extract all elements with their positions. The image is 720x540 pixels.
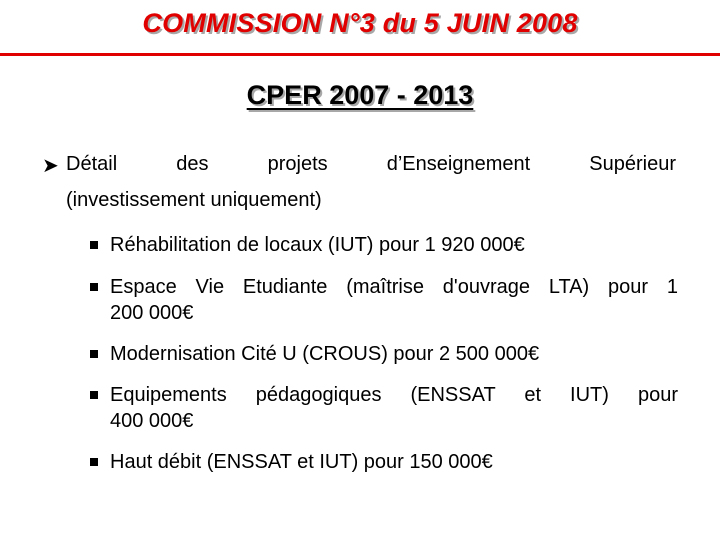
subtitle-container bbox=[0, 80, 720, 111]
list-item-text bbox=[110, 382, 678, 434]
list-item-line-1: Equipements pédagogiques (ENSSAT et IUT) pour bbox=[110, 384, 678, 406]
list-item-line-2: 400 000€ bbox=[110, 410, 194, 432]
title-divider bbox=[0, 53, 720, 56]
square-bullet-icon bbox=[90, 391, 98, 399]
main-bullet-line-1: Détail des projets d’Enseignement Supérieur bbox=[66, 153, 676, 175]
list-item-text: Haut débit (ENSSAT et IUT) pour 150 000€ bbox=[110, 451, 493, 473]
square-bullet-icon bbox=[90, 350, 98, 358]
list-item-text: Modernisation Cité U (CROUS) pour 2 500 000€ bbox=[110, 343, 540, 365]
arrow-bullet-icon: ➤ bbox=[42, 155, 59, 177]
list-item-text: Réhabilitation de locaux (IUT) pour 1 920 000€ bbox=[110, 234, 525, 256]
slide-title: COMMISSION N°3 du 5 JUIN 2008 bbox=[142, 8, 578, 38]
main-bullet-line-2: (investissement uniquement) bbox=[66, 189, 322, 211]
list-item-line-2: 200 000€ bbox=[110, 302, 194, 324]
square-bullet-icon bbox=[90, 241, 98, 249]
square-bullet-icon bbox=[90, 283, 98, 291]
list-item-line-1: Espace Vie Etudiante (maîtrise d'ouvrage LTA) pour 1 bbox=[110, 276, 678, 298]
square-bullet-icon bbox=[90, 458, 98, 466]
slide-subtitle: CPER 2007 - 2013 bbox=[246, 80, 474, 110]
list-item-text bbox=[110, 274, 678, 326]
